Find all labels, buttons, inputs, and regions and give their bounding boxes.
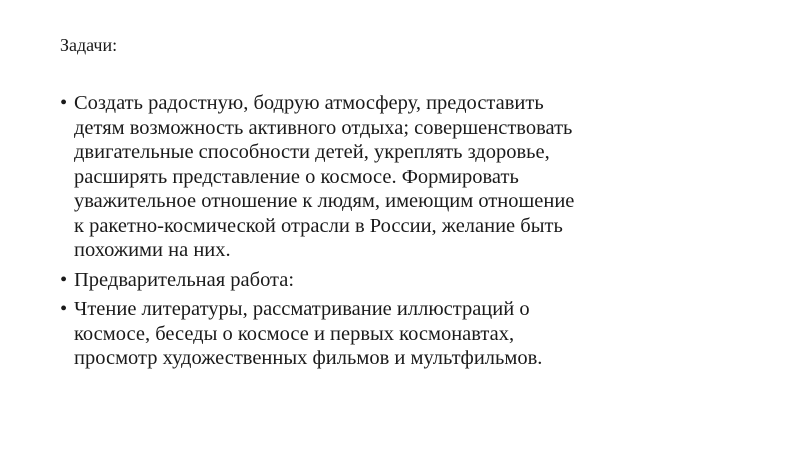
bullet-text-line: уважительное отношение к людям, имеющим отношение [74, 190, 575, 212]
bullet-text-line: просмотр художественных фильмов и мультфильмов. [74, 347, 543, 369]
bullet-text-line: к ракетно-космической отрасли в России, желание быть [74, 214, 563, 237]
bullet-list [60, 91, 750, 376]
bullet-item [60, 297, 750, 371]
bullet-item [60, 91, 750, 263]
bullet-text-line: Предварительная работа: [74, 268, 295, 291]
bullet-text-line: похожими на них. [74, 239, 231, 261]
bullet-dot: • [60, 92, 68, 114]
bullet-item [60, 268, 750, 293]
bullet-text-line: Чтение литературы, рассматривание иллюстраций о [74, 298, 530, 320]
bullet-text-line: расширять представление о космосе. Формировать [74, 165, 519, 188]
bullet-text-line: космосе, беседы о космосе и первых космонавтах, [74, 322, 515, 345]
bullet-text-line: двигательные способности детей, укреплять здоровье, [74, 141, 550, 163]
bullet-text-line: детям возможность активного отдыха; совершенствовать [74, 116, 573, 139]
bullet-dot: • [60, 298, 68, 320]
slide-title: Задачи: [60, 35, 118, 55]
bullet-text-line: Создать радостную, бодрую атмосферу, предоставить [74, 92, 544, 114]
bullet-dot: • [60, 268, 68, 291]
